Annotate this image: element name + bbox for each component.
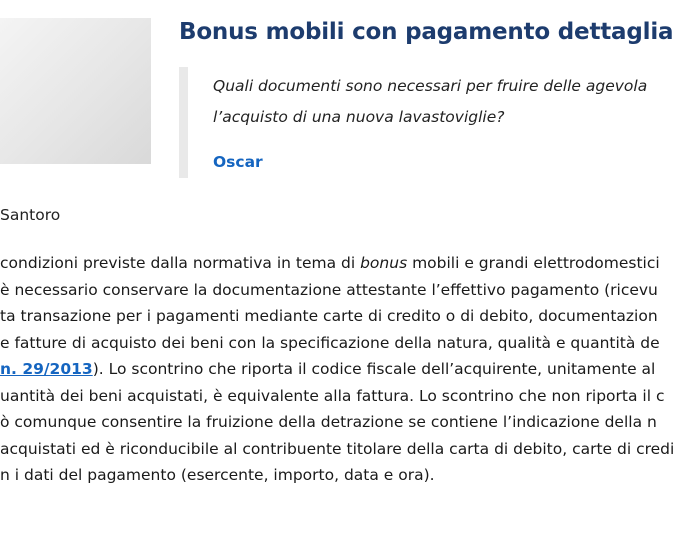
article-title[interactable]: Bonus mobili con pagamento dettaglia bbox=[179, 19, 674, 45]
question-author-link[interactable]: Oscar bbox=[213, 153, 263, 171]
answer-line bbox=[0, 250, 700, 277]
respondent-name: Santoro bbox=[0, 206, 61, 224]
answer-text: ). Lo scontrino che riporta il codice fiscale dell’acquirente, unitamente al bbox=[92, 360, 656, 378]
answer-line: è necessario conservare la documentazione attestante l’effettivo pagamento (ricevu bbox=[0, 280, 658, 299]
law-reference-link[interactable]: n. 29/2013 bbox=[0, 360, 93, 378]
answer-line: ò comunque consentire la fruizione della detrazione se contiene l’indicazione della n bbox=[0, 413, 657, 431]
question-line: l’acquisto di una nuova lavastoviglie? bbox=[213, 108, 505, 126]
answer-text: mobili e grandi elettrodomestici bbox=[407, 254, 660, 272]
answer-line: uantità dei beni acquistati, è equivalente alla fattura. Lo scontrino che non riporta il c bbox=[0, 386, 665, 405]
question-line: Quali documenti sono necessari per fruire delle agevola bbox=[213, 77, 648, 95]
answer-emphasis: bonus bbox=[360, 254, 408, 272]
answer-line bbox=[0, 356, 700, 383]
answer-body bbox=[0, 250, 700, 489]
answer-line: ta transazione per i pagamenti mediante carte di credito o di debito, documentazion bbox=[0, 307, 658, 325]
answer-text: condizioni previste dalla normativa in tema di bbox=[0, 254, 361, 272]
question-quote bbox=[179, 67, 648, 178]
answer-line: e fatture di acquisto dei beni con la specificazione della natura, qualità e quantità de bbox=[0, 333, 660, 352]
article-thumbnail[interactable] bbox=[0, 18, 151, 164]
question-text bbox=[213, 71, 683, 133]
answer-line: acquistati ed è riconducibile al contribuente titolare della carta di debito, carte di credi bbox=[0, 439, 675, 458]
answer-line: n i dati del pagamento (esercente, importo, data e ora). bbox=[0, 466, 435, 484]
